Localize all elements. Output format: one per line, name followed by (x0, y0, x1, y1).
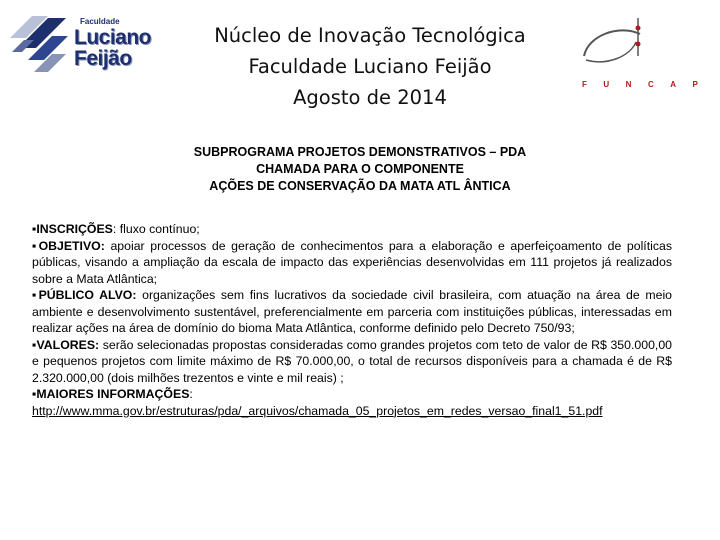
funcap-logo (578, 16, 715, 94)
faculdade-logo (8, 8, 152, 76)
title-line-1: Núcleo de Inovação Tecnológica (214, 24, 526, 47)
section-heading (110, 144, 610, 195)
heading-line-1: SUBPROGRAMA PROJETOS DEMONSTRATIVOS – PDA (193, 145, 527, 159)
item-maiores-informacoes (32, 386, 672, 403)
item-text: : fluxo contínuo; (112, 222, 200, 236)
logo-label-feijao: Feijão (74, 47, 132, 70)
funcap-label: FUNCAP (582, 80, 715, 89)
bullet: ▪ (32, 238, 39, 253)
item-publico-alvo (32, 287, 672, 337)
item-text: serão selecionadas propostas consideradas como grandes projetos com teto de valor de R$ 350.000,00 e pequenos projetos com limite máximo de R$ 70.000,00, o total de recursos disponíveis para a chamada é de R$ 2.320.000,00 (dois milhões trezentos e vinte e mil reais) ; (32, 337, 673, 385)
title-line-2: Faculdade Luciano Feijão (248, 55, 492, 78)
announcement-body (32, 221, 672, 419)
faculdade-emblem-icon (8, 8, 78, 76)
funcap-swirl-icon (578, 16, 686, 76)
item-text: organizações sem fins lucrativos da sociedade civil brasileira, com atuação na área de meio ambiente e desenvolvimento sustentável, preferencialmente em parceria com instituições públicas, interessadas em realizar ações na área de domínio do bioma Mata Atlântica, conforme definido pelo Decreto 750/93; (32, 288, 673, 335)
bullet: ▪ (32, 222, 37, 236)
item-label: INSCRIÇÕES (36, 222, 113, 236)
info-link[interactable]: http://www.mma.gov.br/estruturas/pda/_arquivos/chamada_05_projetos_em_redes_versao_final1_51.pdf (32, 403, 603, 418)
item-label: OBJETIVO: (38, 238, 105, 253)
bullet: ▪ (32, 288, 39, 302)
logo-label-luciano: Luciano (74, 26, 152, 49)
bullet: ▪ (32, 337, 37, 352)
logo-label-faculdade: Faculdade (80, 17, 120, 26)
item-label: MAIORES INFORMAÇÕES (36, 387, 190, 401)
page-title (180, 20, 560, 113)
item-text: : (189, 387, 193, 401)
item-valores (32, 337, 672, 387)
item-label: VALORES: (36, 337, 100, 352)
item-label: PÚBLICO ALVO: (38, 288, 137, 302)
heading-line-3: AÇÕES DE CONSERVAÇÃO DA MATA ATL ÂNTICA (209, 179, 511, 193)
item-text: apoiar processos de geração de conhecimentos para a elaboração e aperfeiçoamento de políticas públicas, visando a ampliação da escala de impacto das experiências desenvolvidas em 111 projetos já realizados sobre a Mata Atlântica; (32, 238, 672, 286)
title-line-3: Agosto de 2014 (293, 86, 447, 109)
bullet: ▪ (32, 387, 37, 401)
item-inscricoes (32, 221, 672, 238)
heading-line-2: CHAMADA PARA O COMPONENTE (256, 162, 464, 176)
item-objetivo (32, 238, 672, 288)
